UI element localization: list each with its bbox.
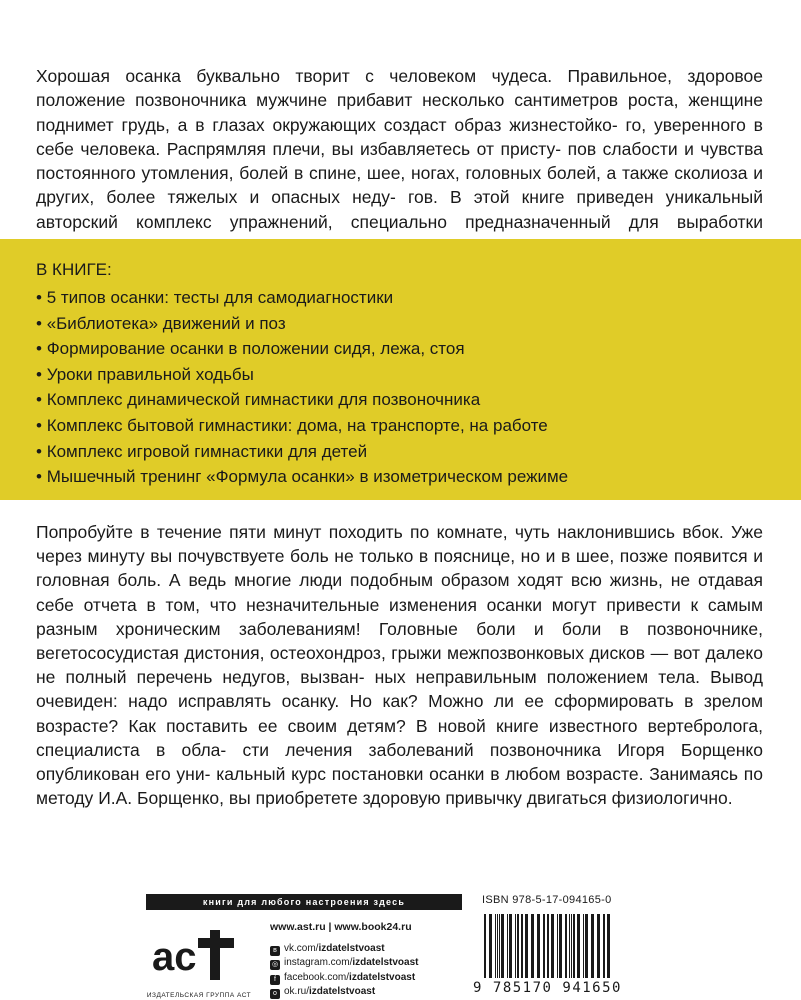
intro-line: гов. В этой книге приведен уникальный авторский комплекс упражнений, bbox=[36, 187, 763, 232]
barcode-bar bbox=[591, 914, 594, 978]
contents-highlight-box bbox=[0, 239, 801, 500]
barcode-bar bbox=[501, 914, 504, 978]
outro-line: могут привести к самым разным хроническим заболеваниям! Головные bbox=[36, 594, 763, 639]
publisher-caption: ИЗДАТЕЛЬСКАЯ ГРУППА АСТ bbox=[146, 992, 252, 999]
barcode-bar bbox=[565, 914, 567, 978]
social-link-facebook[interactable] bbox=[270, 971, 419, 985]
outro-line: сти лечения заболеваний позвоночника Игоря Борщенко опубликован его уни- bbox=[36, 739, 763, 785]
outro-line: И.А. Борщенко, вы приобретете здоровую привычку двигаться физиологично. bbox=[98, 788, 733, 809]
intro-line: специально предназначенный для выработки bbox=[350, 211, 763, 232]
outro-line: ее своим детям? В новой книге известного вертебролога, специалиста в обла- bbox=[36, 715, 763, 760]
description-paragraph bbox=[36, 520, 763, 810]
barcode-bar bbox=[547, 914, 549, 978]
barcode-bar bbox=[499, 914, 500, 978]
social-link-vk[interactable] bbox=[270, 942, 419, 956]
barcode-bar bbox=[557, 914, 558, 978]
logo-letters: ac bbox=[152, 935, 197, 979]
barcode-bar bbox=[525, 914, 528, 978]
social-link-odnoklassniki[interactable] bbox=[270, 985, 419, 999]
social-link-instagram[interactable] bbox=[270, 956, 419, 970]
barcode-bar bbox=[577, 914, 580, 978]
barcode-bar bbox=[484, 914, 486, 978]
social-link-handle: izdatelstvoast bbox=[349, 971, 416, 983]
contents-list-item: • 5 типов осанки: тесты для самодиагностики bbox=[36, 285, 568, 311]
barcode-bars bbox=[480, 914, 615, 980]
contents-list-item: • Мышечный тренинг «Формула осанки» в изометрическом режиме bbox=[36, 464, 568, 490]
social-link-prefix: facebook.com/ bbox=[284, 971, 350, 983]
contents-list-item: • Комплекс бытовой гимнастики: дома, на транспорте, на работе bbox=[36, 413, 568, 439]
barcode-bar bbox=[569, 914, 570, 978]
website-links[interactable]: www.ast.ru | www.book24.ru bbox=[270, 921, 412, 933]
social-link-prefix: vk.com/ bbox=[284, 943, 319, 954]
odnoklassniki-icon: о bbox=[270, 989, 280, 999]
barcode-bar bbox=[489, 914, 492, 978]
intro-line: пов слабости и чувства постоянного утомления, болей в спине, шее, ногах, bbox=[36, 138, 763, 184]
outro-line: Уже через минуту вы почувствуете боль не только в пояснице, но и в шее, позже bbox=[36, 522, 763, 567]
facebook-icon: f bbox=[270, 975, 280, 985]
barcode-bar bbox=[597, 914, 600, 978]
intro-line: Хорошая осанка буквально творит с человеком чудеса. Правильное, здоровое bbox=[36, 66, 763, 86]
barcode-bar bbox=[559, 914, 562, 978]
ast-logo bbox=[150, 920, 246, 986]
barcode-bar bbox=[509, 914, 512, 978]
barcode-digits: 9 785170 941650 bbox=[473, 980, 622, 996]
barcode-bar bbox=[573, 914, 575, 978]
barcode-bar bbox=[495, 914, 496, 978]
contents-list-item: • Комплекс игровой гимнастики для детей bbox=[36, 439, 568, 465]
tagline-banner: книги для любого настроения здесь bbox=[146, 894, 462, 910]
contents-heading: В КНИГЕ: bbox=[36, 260, 112, 279]
outro-line: жизнь, не отдавая себе отчета в том, что незначительные изменения осанки bbox=[36, 570, 763, 615]
social-link-prefix: ok.ru/ bbox=[284, 986, 310, 998]
barcode-bar bbox=[517, 914, 519, 978]
outro-line: межпозвонковых дисков — вот далеко не полный перечень недугов, вызван- bbox=[36, 643, 763, 688]
outro-line: боли и боли в позвоночнике, вегетососудистая дистония, остеохондроз, грыжи bbox=[36, 618, 763, 664]
intro-line: положение позвоночника мужчине прибавит несколько сантиметров роста, bbox=[36, 90, 679, 111]
intro-line: женщине поднимет грудь, а в глазах окружающих создаст образ жизнестойко- bbox=[36, 90, 763, 135]
social-link-handle: izdatelstvoast bbox=[318, 943, 385, 954]
contents-list-item: • Уроки правильной ходьбы bbox=[36, 362, 568, 388]
publisher-footer bbox=[0, 880, 801, 1000]
isbn-text: ISBN 978-5-17-094165-0 bbox=[482, 894, 612, 906]
outro-line: кальный курс постановки осанки в любом возрасте. Занимаясь по методу bbox=[36, 764, 764, 809]
outro-line: Попробуйте в течение пяти минут походить по комнате, чуть наклонившись bbox=[36, 522, 676, 542]
outro-line: появится и головная боль. А ведь многие люди подобным образом ходят всю bbox=[36, 546, 763, 591]
barcode-bar bbox=[607, 914, 610, 978]
barcode bbox=[470, 912, 625, 998]
barcode-bar bbox=[537, 914, 540, 978]
outro-line: ных неправильным положением тела. Вывод очевиден: надо исправлять bbox=[36, 667, 763, 712]
social-links bbox=[270, 942, 419, 1000]
barcode-bar bbox=[497, 914, 498, 978]
outro-line: осанку. Но как? Можно ли ее сформировать в зрелом возрасте? Как поставить bbox=[36, 691, 763, 736]
logo-cross-t bbox=[198, 930, 234, 980]
social-link-handle: izdatelstvoast bbox=[352, 957, 419, 969]
social-link-prefix: instagram.com/ bbox=[284, 957, 353, 969]
vk-icon: в bbox=[270, 946, 280, 956]
social-link-handle: izdatelstvoast bbox=[309, 986, 376, 998]
barcode-bar bbox=[603, 914, 605, 978]
contents-list-item: • Формирование осанки в положении сидя, лежа, стоя bbox=[36, 336, 568, 362]
intro-paragraph bbox=[36, 64, 763, 258]
barcode-bar bbox=[571, 914, 572, 978]
barcode-bar bbox=[543, 914, 545, 978]
barcode-bar bbox=[585, 914, 588, 978]
instagram-icon: ◎ bbox=[271, 961, 279, 969]
barcode-bar bbox=[515, 914, 516, 978]
contents-list bbox=[36, 285, 568, 490]
contents-list-item: • Комплекс динамической гимнастики для позвоночника bbox=[36, 387, 568, 413]
barcode-bar bbox=[531, 914, 534, 978]
barcode-bar bbox=[551, 914, 554, 978]
barcode-bar bbox=[507, 914, 508, 978]
barcode-bar bbox=[521, 914, 523, 978]
barcode-bar bbox=[583, 914, 584, 978]
intro-line: го, уверенного в себе человека. Распрямляя плечи, вы избавляетесь от присту- bbox=[36, 114, 763, 159]
contents-list-item: • «Библиотека» движений и поз bbox=[36, 311, 568, 337]
outro-line: вбок. bbox=[682, 522, 724, 542]
intro-line: головных болей, а также сколиоза и других, более тяжелых и опасных неду- bbox=[36, 163, 763, 208]
